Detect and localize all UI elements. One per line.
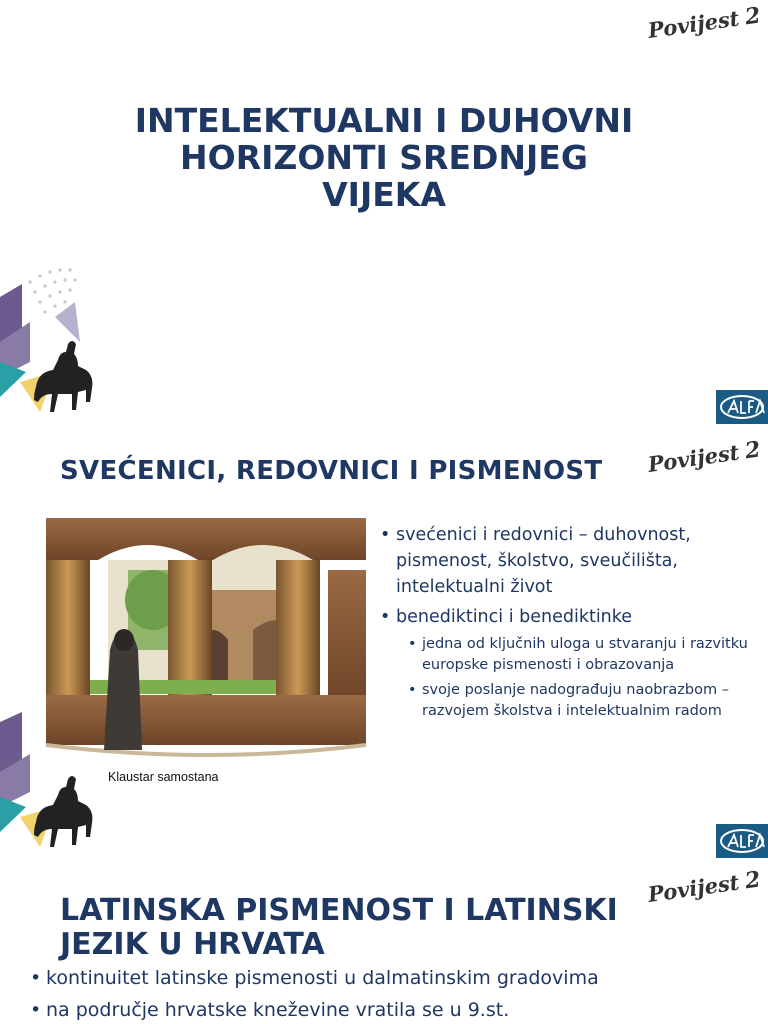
rider-statue-icon — [28, 767, 98, 857]
title-line-3: VIJEKA — [322, 175, 446, 214]
brand-name: Povijest — [646, 439, 741, 478]
rider-statue-icon — [28, 332, 98, 422]
list-item: • na područje hrvatske kneževine vratila se u 9.st. — [30, 996, 750, 1024]
decorative-graphic — [0, 262, 110, 432]
brand-logo-povijest-2 — [646, 866, 762, 908]
slide-title — [0, 0, 768, 432]
slide-heading: SVEĆENICI, REDOVNICI I PISMENOST — [60, 456, 603, 486]
sub-list-item: • jedna od ključnih uloga u stvaranju i razvitku europske pismenosti i obrazovanja — [380, 634, 760, 676]
brand-logo-povijest-2 — [646, 436, 762, 478]
slide-latinska — [0, 864, 768, 1024]
bullet-list — [30, 964, 750, 1024]
slide-svecenici — [0, 432, 768, 864]
title-line-2: HORIZONTI SREDNJEG — [180, 138, 588, 177]
title-line-1: LATINSKA PISMENOST I LATINSKI — [60, 893, 618, 928]
alfa-logo-icon — [716, 390, 768, 424]
alfa-logo — [716, 390, 768, 424]
alfa-logo — [716, 824, 768, 858]
brand-number: 2 — [743, 2, 763, 31]
brand-name: Povijest — [646, 5, 741, 44]
list-item: • kontinuitet latinske pismenosti u dalmatinskim gradovima — [30, 964, 750, 992]
sub-list-item: • svoje poslanje nadograđuju naobrazbom – razvojem školstva i intelektualnim radom — [380, 680, 760, 722]
title-line-1: INTELEKTUALNI I DUHOVNI — [134, 101, 634, 140]
image-caption: Klaustar samostana — [108, 770, 219, 784]
list-item: • benediktinci i benediktinke — [380, 604, 760, 630]
slide-title-heading — [60, 102, 708, 213]
slide-heading — [60, 894, 618, 962]
bullet-list — [380, 522, 760, 726]
decorative-graphic — [0, 712, 110, 864]
brand-number: 2 — [743, 866, 763, 895]
brand-number: 2 — [743, 436, 763, 465]
brand-name: Povijest — [646, 869, 741, 908]
list-item: • svećenici i redovnici – duhovnost, pismenost, školstvo, sveučilišta, intelektualni život — [380, 522, 760, 600]
alfa-logo-icon — [716, 824, 768, 858]
title-line-2: JEZIK U HRVATA — [60, 927, 325, 962]
brand-logo-povijest-2 — [646, 2, 762, 44]
